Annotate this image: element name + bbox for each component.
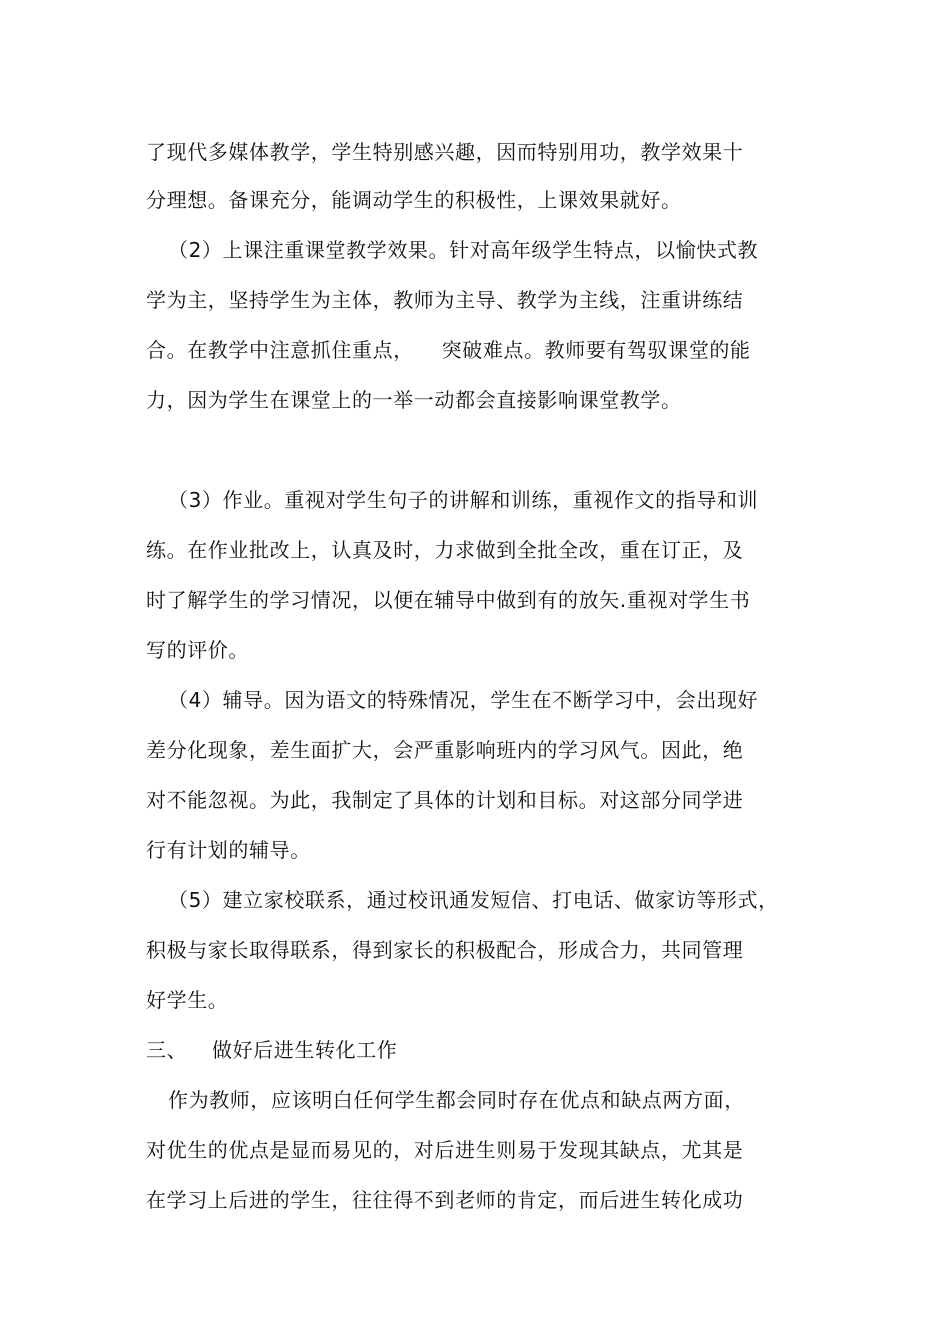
- section-heading-title: 做好后进生转化工作: [212, 1038, 398, 1062]
- paragraph-line: （4）辅导。因为语文的特殊情况，学生在不断学习中，会出现好: [168, 688, 759, 712]
- paragraph-line: 对不能忽视。为此，我制定了具体的计划和目标。对这部分同学进: [146, 788, 744, 812]
- paragraph-line: （3）作业。重视对学生句子的讲解和训练，重视作文的指导和训: [168, 488, 759, 512]
- paragraph-line: 作为教师，应该明白任何学生都会同时存在优点和缺点两方面，: [168, 1088, 745, 1112]
- section-heading: [146, 1036, 826, 1064]
- section-heading-number: 三、: [146, 1038, 188, 1062]
- paragraph-line: 行有计划的辅导。: [146, 838, 311, 862]
- paragraph-line: （2）上课注重课堂教学效果。针对高年级学生特点，以愉快式教: [168, 238, 759, 262]
- paragraph-line: 学为主，坚持学生为主体，教师为主导、教学为主线，注重讲练结: [146, 288, 744, 312]
- paragraph-line: 练。在作业批改上，认真及时，力求做到全批全改，重在订正，及: [146, 538, 744, 562]
- paragraph-line: 写的评价。: [146, 638, 249, 662]
- paragraph-line: 好学生。: [146, 988, 229, 1012]
- paragraph-line: 力，因为学生在课堂上的一举一动都会直接影响课堂教学。: [146, 388, 682, 412]
- paragraph-line: 分理想。备课充分，能调动学生的积极性，上课效果就好。: [146, 188, 682, 212]
- paragraph-line: 时了解学生的学习情况，以便在辅导中做到有的放矢.重视对学生书: [146, 588, 751, 612]
- paragraph-line: 差分化现象，差生面扩大，会严重影响班内的学习风气。因此，绝: [146, 738, 744, 762]
- paragraph-line: 了现代多媒体教学，学生特别感兴趣，因而特别用功，教学效果十: [146, 140, 744, 164]
- paragraph-line: 积极与家长取得联系，得到家长的积极配合，形成合力，共同管理: [146, 938, 744, 962]
- paragraph-line: （5）建立家校联系，通过校讯通发短信、打电话、做家访等形式，: [168, 888, 779, 912]
- paragraph-line: 在学习上后进的学生，往往得不到老师的肯定，而后进生转化成功: [146, 1188, 744, 1212]
- paragraph-line: 合。在教学中注意抓住重点， 突破难点。教师要有驾驭课堂的能: [146, 338, 751, 362]
- paragraph-line: 对优生的优点是显而易见的，对后进生则易于发现其缺点，尤其是: [146, 1138, 744, 1162]
